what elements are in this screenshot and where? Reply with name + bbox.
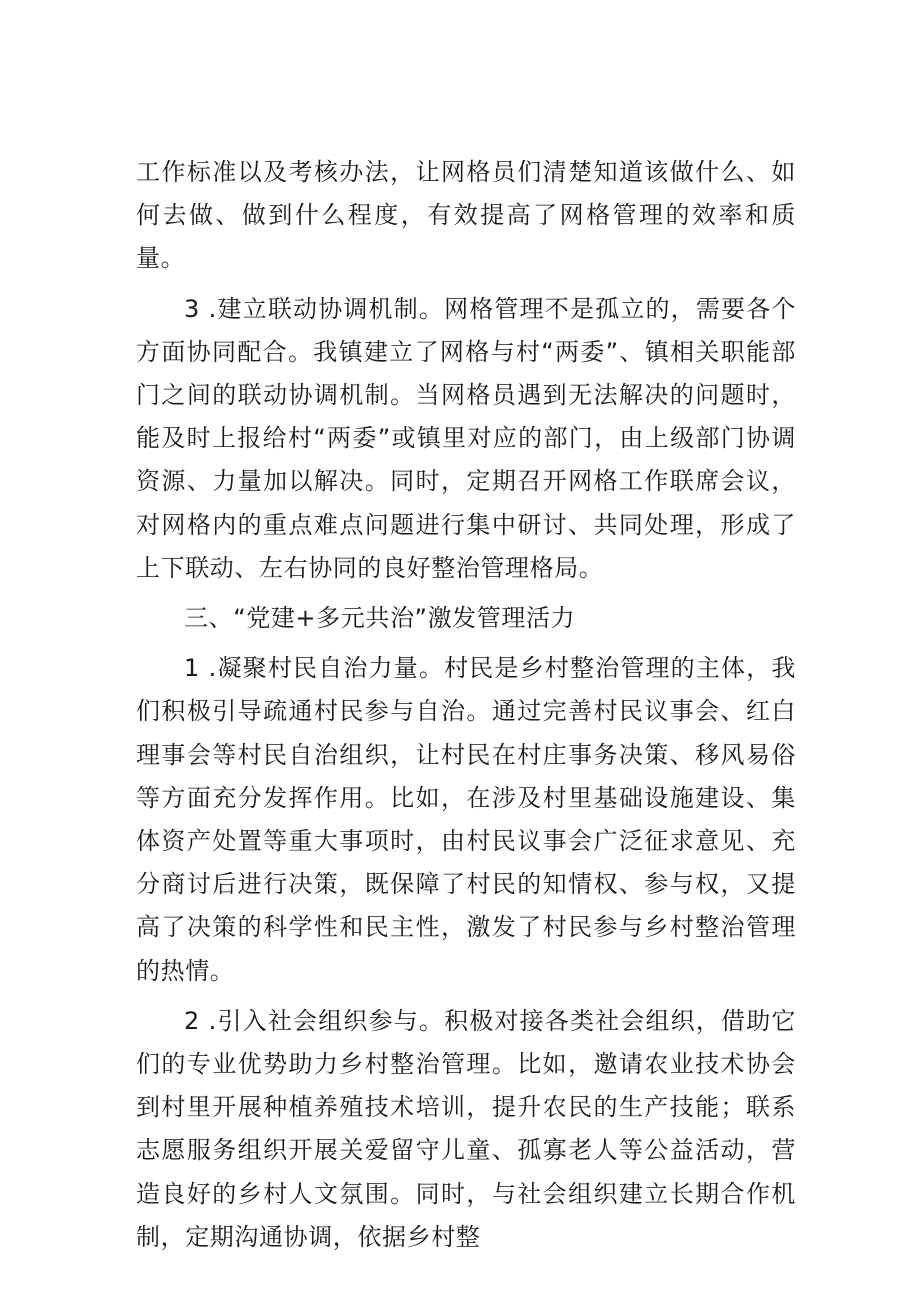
paragraph-item-3: 3 .建立联动协调机制。网格管理不是孤立的，需要各个方面协同配合。我镇建立了网格与村“两委”、镇相关职能部门之间的联动协调机制。当网格员遇到无法解决的问题时，能及时上报给村“两委”或镇里对应的部门，由上级部门协调资源、力量加以解决。同时，定期召开网格工作联席会议，对网格内的重点难点问题进行集中研讨、共同处理，形成了上下联动、左右协同的良好整治管理格局。 [136,294,796,582]
paragraph-item-1: 1 .凝聚村民自治力量。村民是乡村整治管理的主体，我们积极引导疏通村民参与自治。通过完善村民议事会、红白理事会等村民自治组织，让村民在村庄事务决策、移风易俗等方面充分发挥作用。比如，在涉及村里基础设施建设、集体资产处置等重大事项时，由村民议事会广泛征求意见、充分商讨后进行决策，既保障了村民的知情权、参与权，又提高了决策的科学性和民主性，激发了村民参与乡村整治管理的热情。 [136,654,796,985]
document-body [136,151,796,1266]
paragraph-item-2: 2 .引入社会组织参与。积极对接各类社会组织，借助它们的专业优势助力乡村整治管理。比如，邀请农业技术协会到村里开展种植养殖技术培训，提升农民的生产技能；联系志愿服务组织开展关爱留守儿童、孤寡老人等公益活动，营造良好的乡村人文氛围。同时，与社会组织建立长期合作机制，定期沟通协调，依据乡村整 [136,1006,796,1251]
section-heading-3: 三、“党建+多元共治”激发管理活力 [184,604,576,633]
paragraph-continuation: 工作标准以及考核办法，让网格员们清楚知道该做什么、如何去做、做到什么程度，有效提高了网格管理的效率和质量。 [136,158,796,273]
